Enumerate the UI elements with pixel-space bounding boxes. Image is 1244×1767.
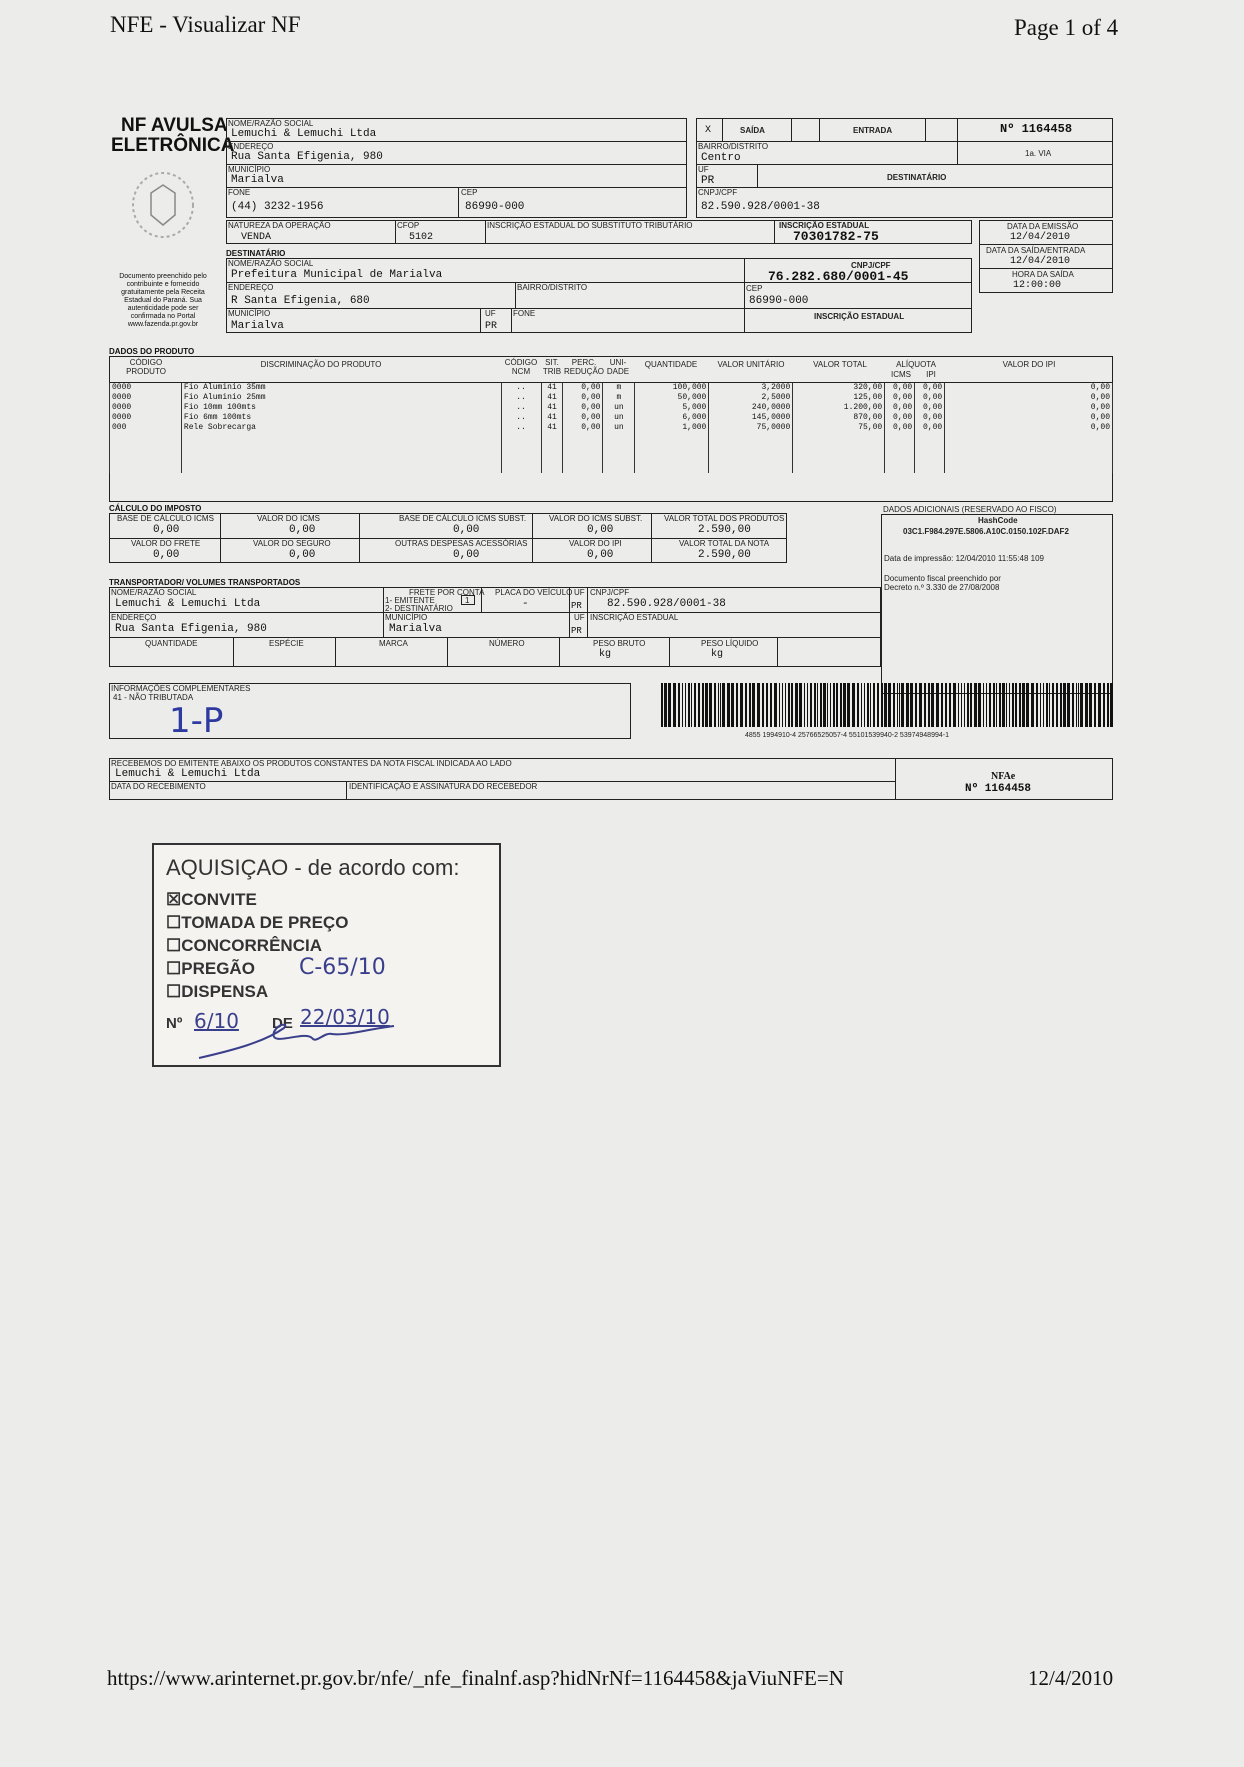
page-date: 12/4/2010 <box>1028 1666 1114 1690</box>
barcode-bar <box>1103 683 1105 727</box>
emitente-bairro: Centro <box>701 152 741 164</box>
transp-nome: Lemuchi & Lemuchi Ltda <box>115 598 261 610</box>
barcode-bar <box>877 683 879 727</box>
barcode-bar <box>993 683 995 727</box>
side-note: Documento preenchido pelo contribuinte e fornecido gratuitamente pela Receita Estadual do Paraná. Sua autenticidade pode ser confirmada no Portal www.fazenda.pr.gov.br <box>119 273 207 328</box>
recibo-nome: Lemuchi & Lemuchi Ltda <box>115 768 261 780</box>
barcode-bar <box>936 683 939 727</box>
data-saida: 12/04/2010 <box>1010 256 1071 267</box>
barcode-bar <box>888 683 891 727</box>
barcode-bar <box>928 683 930 727</box>
barcode-bar <box>664 683 667 727</box>
signature-icon <box>194 1020 414 1065</box>
barcode-bar <box>691 683 692 727</box>
emitente-cep: 86990-000 <box>465 201 525 213</box>
items-table <box>109 383 1113 473</box>
dest-cep: 86990-000 <box>749 295 809 307</box>
barcode-bar <box>847 683 850 727</box>
barcode-bar <box>745 683 747 727</box>
barcode-bar <box>867 683 869 727</box>
emitente-municipio: Marialva <box>231 174 284 186</box>
barcode-bar <box>919 683 922 727</box>
transp-endereco: Rua Santa Efigenia, 980 <box>115 623 267 635</box>
nfae-label: NFAe <box>991 771 1016 782</box>
barcode-bar <box>736 683 738 727</box>
barcode-bar <box>1085 683 1088 727</box>
barcode-bar <box>757 683 760 727</box>
hashcode: 03C1.F984.297E.5806.A10C.0150.102F.DAF2 <box>903 527 1069 536</box>
saida-label: SAÍDA <box>740 126 765 135</box>
barcode-bar <box>941 683 943 727</box>
barcode-bar <box>705 683 708 727</box>
barcode-bar <box>810 683 812 727</box>
barcode-bar <box>791 683 793 727</box>
frete-value: 1 <box>465 596 470 605</box>
recibo-numero: Nº 1164458 <box>965 783 1032 795</box>
barcode-bar <box>774 683 777 727</box>
barcode-bar <box>910 683 913 727</box>
barcode-bar <box>685 683 686 727</box>
barcode-bar <box>770 683 772 727</box>
cfop-value: 5102 <box>409 232 434 243</box>
emitente-uf: PR <box>701 175 715 187</box>
barcode-bar <box>1080 683 1083 727</box>
barcode-bar <box>970 683 972 727</box>
barcode-bar <box>709 683 712 727</box>
barcode-bar <box>1060 683 1062 727</box>
barcode-bar <box>945 683 947 727</box>
emitente-nome: Lemuchi & Lemuchi Ltda <box>231 128 377 140</box>
barcode-bar <box>1110 683 1113 727</box>
table-row: 0000 Fio 10mm 100mts .. 41 0,00 un 5,000 240,0000 1.200,00 0,00 0,00 0,00 <box>110 403 1113 413</box>
barcode-bar <box>906 683 909 727</box>
barcode-bar <box>884 683 887 727</box>
aquisicao-stamp <box>152 843 501 1067</box>
barcode-bar <box>1026 683 1029 727</box>
barcode-bar <box>804 683 805 727</box>
barcode-bar <box>779 683 780 727</box>
page-title: NFE - Visualizar NF <box>110 12 301 37</box>
adicionais-box <box>881 514 1113 694</box>
barcode-icon <box>661 683 1113 727</box>
barcode-bar <box>698 683 700 727</box>
saida-mark: X <box>705 125 712 136</box>
barcode-bar <box>931 683 934 727</box>
barcode-bar <box>958 683 959 727</box>
table-row <box>110 463 1113 473</box>
barcode-bar <box>820 683 822 727</box>
handwritten-mark: 1-P <box>169 701 224 741</box>
barcode-bar <box>840 683 842 727</box>
barcode-bar <box>727 683 730 727</box>
barcode-bar <box>688 683 690 727</box>
coat-of-arms-icon <box>123 163 203 243</box>
barcode-bar <box>795 683 798 727</box>
table-row: 0000 Fio Aluminio 25mm .. 41 0,00 m 50,000 2,5000 125,00 0,00 0,00 0,00 <box>110 393 1113 403</box>
barcode-bar <box>833 683 835 727</box>
stamp-option-pregao: ☐PREGÃO <box>166 959 255 978</box>
page-url[interactable]: https://www.arinternet.pr.gov.br/nfe/_nfe_finalnf.asp?hidNrNf=1164458&jaViuNFE=N <box>107 1666 844 1690</box>
barcode-bar <box>720 683 721 727</box>
barcode-bar <box>788 683 790 727</box>
barcode-bar <box>986 683 987 727</box>
barcode-bar <box>762 683 764 727</box>
barcode-bar <box>949 683 951 727</box>
doc-title-2: ELETRÔNICA <box>111 135 235 156</box>
table-row: 0000 Fio Aluminio 35mm .. 41 0,00 m 100,000 3,2000 320,00 0,00 0,00 0,00 <box>110 383 1113 393</box>
barcode-bar <box>785 683 786 727</box>
barcode-bar <box>1067 683 1070 727</box>
dest-nome: Prefeitura Municipal de Marialva <box>231 269 443 281</box>
barcode-bar <box>702 683 704 727</box>
barcode-number: 4855 1994910-4 25766525057-4 55101539940-2 53974948994-1 <box>745 732 949 739</box>
doc-title-1: NF AVULSA <box>121 115 228 136</box>
barcode-bar <box>678 683 680 727</box>
natureza-value: VENDA <box>241 232 272 243</box>
barcode-bar <box>961 683 962 727</box>
barcode-bar <box>964 683 965 727</box>
barcode-bar <box>682 683 683 727</box>
barcode-bar <box>694 683 696 727</box>
barcode-bar <box>996 683 997 727</box>
barcode-bar <box>1015 683 1017 727</box>
handwritten-code: C-65/10 <box>299 955 386 980</box>
barcode-bar <box>843 683 846 727</box>
barcode-bar <box>830 683 831 727</box>
barcode-bar <box>852 683 855 727</box>
dest-cnpj: 76.282.680/0001-45 <box>768 269 909 284</box>
barcode-bar <box>1002 683 1005 727</box>
barcode-bar <box>814 683 816 727</box>
barcode-bar <box>1056 683 1058 727</box>
barcode-bar <box>983 683 984 727</box>
barcode-bar <box>807 683 808 727</box>
barcode-bar <box>1036 683 1038 727</box>
emitente-cnpj: 82.590.928/0001-38 <box>701 201 820 213</box>
barcode-bar <box>870 683 871 727</box>
barcode-bar <box>1006 683 1007 727</box>
dest-uf: PR <box>485 321 498 332</box>
barcode-bar <box>668 683 671 727</box>
insc-est-value: 70301782-75 <box>793 229 879 244</box>
stamp-option-dispensa: ☐DISPENSA <box>166 982 269 1001</box>
barcode-bar <box>1019 683 1021 727</box>
barcode-bar <box>661 683 663 727</box>
barcode-bar <box>1076 683 1077 727</box>
barcode-bar <box>953 683 956 727</box>
barcode-bar <box>967 683 969 727</box>
entrada-label: ENTRADA <box>853 126 893 135</box>
barcode-bar <box>1046 683 1048 727</box>
barcode-bar <box>714 683 716 727</box>
table-row: 000 Rele Sobrecarga .. 41 0,00 un 1,000 75,0000 75,00 0,00 0,00 0,00 <box>110 423 1113 433</box>
barcode-bar <box>722 683 725 727</box>
table-row <box>110 453 1113 463</box>
barcode-bar <box>1012 683 1014 727</box>
data-emissao: 12/04/2010 <box>1010 232 1071 243</box>
table-row <box>110 443 1113 453</box>
barcode-bar <box>740 683 743 727</box>
stamp-de-label: DE <box>272 1015 293 1032</box>
page-number: Page 1 of 4 <box>1014 15 1119 40</box>
stamp-option-concorrencia: ☐CONCORRÊNCIA <box>166 936 322 955</box>
total-produtos: 2.590,00 <box>698 524 751 536</box>
handwritten-date: 22/03/10 <box>300 1005 390 1029</box>
barcode-bar <box>924 683 926 727</box>
barcode-bar <box>817 683 818 727</box>
barcode-bar <box>827 683 828 727</box>
barcode-bar <box>1094 683 1096 727</box>
barcode-bar <box>782 683 783 727</box>
barcode-bar <box>1078 683 1079 727</box>
barcode-bar <box>1009 683 1010 727</box>
barcode-bar <box>718 683 719 727</box>
barcode-bar <box>857 683 859 727</box>
transp-municipio: Marialva <box>389 623 442 635</box>
dest-municipio: Marialva <box>231 320 284 332</box>
dest-endereco: R Santa Efigenia, 680 <box>231 295 370 307</box>
barcode-bar <box>864 683 865 727</box>
barcode-bar <box>893 683 895 727</box>
barcode-bar <box>1022 683 1025 727</box>
barcode-bar <box>897 683 898 727</box>
barcode-bar <box>1043 683 1044 727</box>
barcode-bar <box>989 683 991 727</box>
table-row <box>110 433 1113 443</box>
hora-saida: 12:00:00 <box>1013 280 1062 291</box>
handwritten-number: 6/10 <box>194 1009 239 1033</box>
barcode-bar <box>999 683 1001 727</box>
barcode-bar <box>1052 683 1054 727</box>
stamp-option-convite: ☒CONVITE <box>166 890 257 909</box>
barcode-bar <box>899 683 900 727</box>
barcode-bar <box>799 683 802 727</box>
stamp-title: AQUISIÇAO - de acordo com: <box>166 855 460 880</box>
barcode-bar <box>1072 683 1074 727</box>
barcode-bar <box>749 683 751 727</box>
barcode-bar <box>836 683 838 727</box>
stamp-option-tomada: ☐TOMADA DE PREÇO <box>166 913 349 932</box>
barcode-bar <box>1031 683 1034 727</box>
emitente-endereco: Rua Santa Efigenia, 980 <box>231 151 383 163</box>
barcode-bar <box>1089 683 1092 727</box>
table-row: 0000 Fio 6mm 100mts .. 41 0,00 un 6,000 145,0000 870,00 0,00 0,00 0,00 <box>110 413 1113 423</box>
barcode-bar <box>766 683 768 727</box>
barcode-bar <box>881 683 883 727</box>
total-nota: 2.590,00 <box>698 549 751 561</box>
nf-number: Nº 1164458 <box>1000 122 1073 136</box>
barcode-bar <box>731 683 734 727</box>
transp-cnpj: 82.590.928/0001-38 <box>607 598 726 610</box>
barcode-bar <box>1049 683 1050 727</box>
barcode-bar <box>1107 683 1109 727</box>
barcode-bar <box>673 683 676 727</box>
stamp-no-label: Nº <box>166 1015 183 1032</box>
barcode-bar <box>873 683 875 727</box>
barcode-bar <box>752 683 755 727</box>
barcode-bar <box>978 683 981 727</box>
barcode-bar <box>1063 683 1066 727</box>
barcode-bar <box>1040 683 1041 727</box>
barcode-bar <box>823 683 826 727</box>
emitente-fone: (44) 3232-1956 <box>231 201 324 213</box>
barcode-bar <box>861 683 862 727</box>
barcode-bar <box>915 683 917 727</box>
barcode-bar <box>901 683 904 727</box>
barcode-bar <box>974 683 977 727</box>
barcode-bar <box>1098 683 1101 727</box>
